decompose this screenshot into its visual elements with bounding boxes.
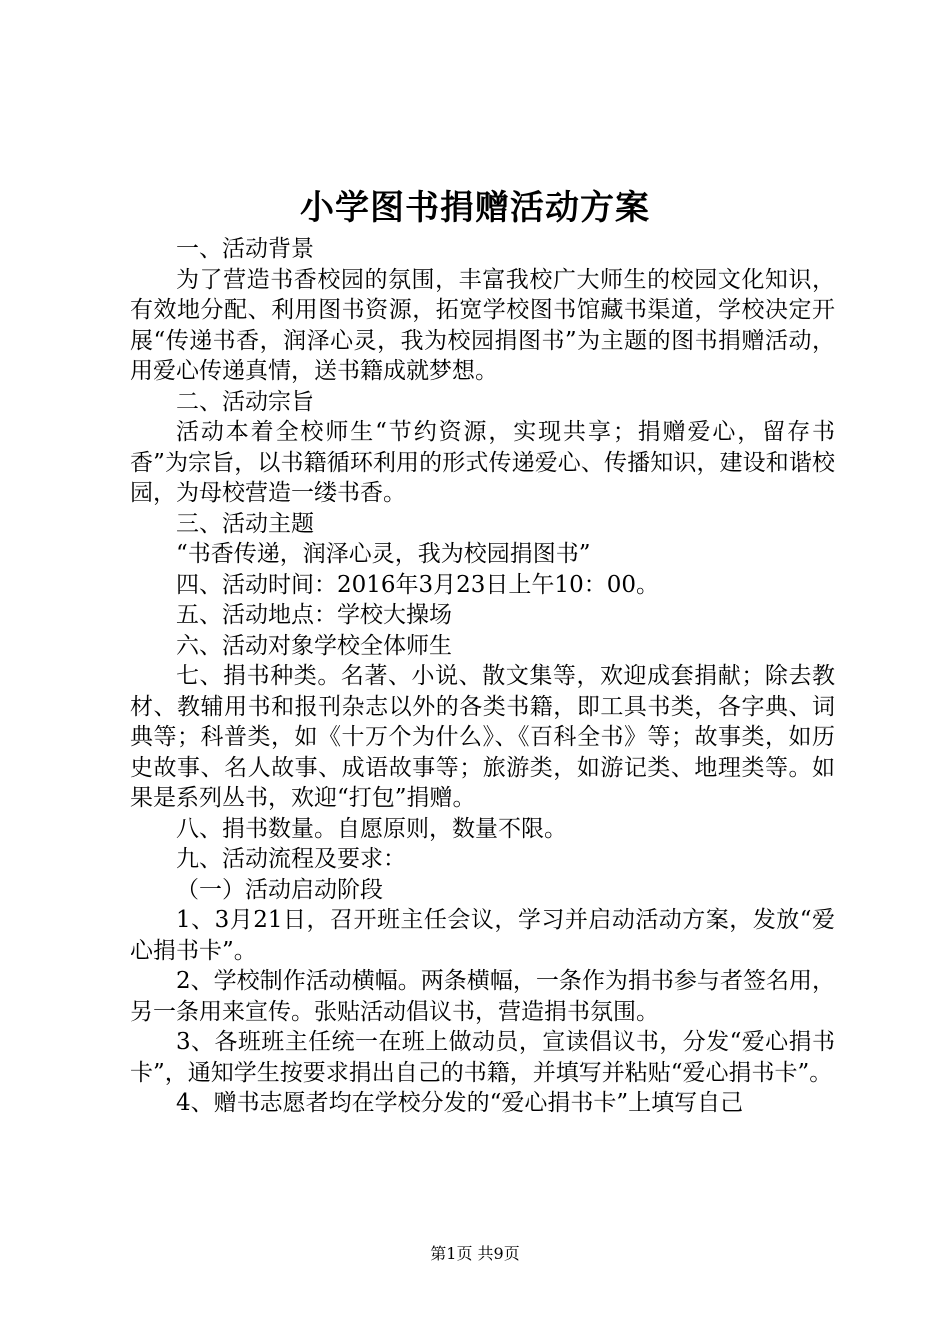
document-title: 小学图书捐赠活动方案 bbox=[300, 188, 650, 228]
list-item-step-3: 3、各班班主任统一在班上做动员，宣读倡议书，分发“爱心捐书卡”，通知学生按要求捐出自己的书籍，并填写并粘贴“爱心捐书卡”。 bbox=[130, 1029, 835, 1086]
list-item-step-1: 1、3月21日，召开班主任会议，学习并启动活动方案，发放“爱心捐书卡”。 bbox=[130, 907, 835, 964]
paragraph-book-quantity: 八、捐书数量。自愿原则，数量不限。 bbox=[176, 815, 567, 842]
paragraph-target: 六、活动对象学校全体师生 bbox=[176, 632, 452, 659]
section-heading-theme: 三、活动主题 bbox=[176, 510, 314, 537]
paragraph-theme: “书香传递，润泽心灵，我为校园捐图书” bbox=[176, 541, 591, 567]
section-heading-background: 一、活动背景 bbox=[176, 236, 314, 262]
paragraph-book-types: 七、捐书种类。名著、小说、散文集等，欢迎成套捐献；除去教材、教辅用书和报刊杂志以外的各类书籍，即工具书类，各字典、词典等；科普类，如《十万个为什么》、《百科全书》等；故事类，如历史故事、名人故事、成语故事等；旅游类，如游记类、地理类等。如果是系列丛书，欢迎“打包”捐赠。 bbox=[130, 663, 835, 811]
paragraph-time: 四、活动时间：2016年3月23日上午10：00。 bbox=[176, 571, 659, 598]
section-heading-process: 九、活动流程及要求： bbox=[176, 846, 406, 872]
list-item-step-4: 4、赠书志愿者均在学校分发的“爱心捐书卡”上填写自己 bbox=[176, 1090, 744, 1116]
page-footer: 第1页 共9页 bbox=[430, 1244, 520, 1263]
document-body bbox=[130, 234, 835, 1119]
paragraph-purpose: 活动本着全校师生“节约资源，实现共享；捐赠爱心，留存书香”为宗旨，以书籍循环利用的形式传递爱心、传播知识，建设和谐校园，为母校营造一缕书香。 bbox=[130, 419, 835, 506]
list-item-step-2: 2、学校制作活动横幅。两条横幅，一条作为捐书参与者签名用，另一条用来宣传。张贴活动倡议书，营造捐书氛围。 bbox=[130, 968, 835, 1025]
paragraph-background: 为了营造书香校园的氛围，丰富我校广大师生的校园文化知识，有效地分配、利用图书资源，拓宽学校图书馆藏书渠道，学校决定开展“传递书香，润泽心灵，我为校园捐图书”为主题的图书捐赠活动，用爱心传递真情，送书籍成就梦想。 bbox=[130, 266, 835, 384]
paragraph-location: 五、活动地点：学校大操场 bbox=[176, 602, 452, 628]
subsection-heading-launch: （一）活动启动阶段 bbox=[176, 876, 383, 903]
section-heading-purpose: 二、活动宗旨 bbox=[176, 388, 314, 415]
